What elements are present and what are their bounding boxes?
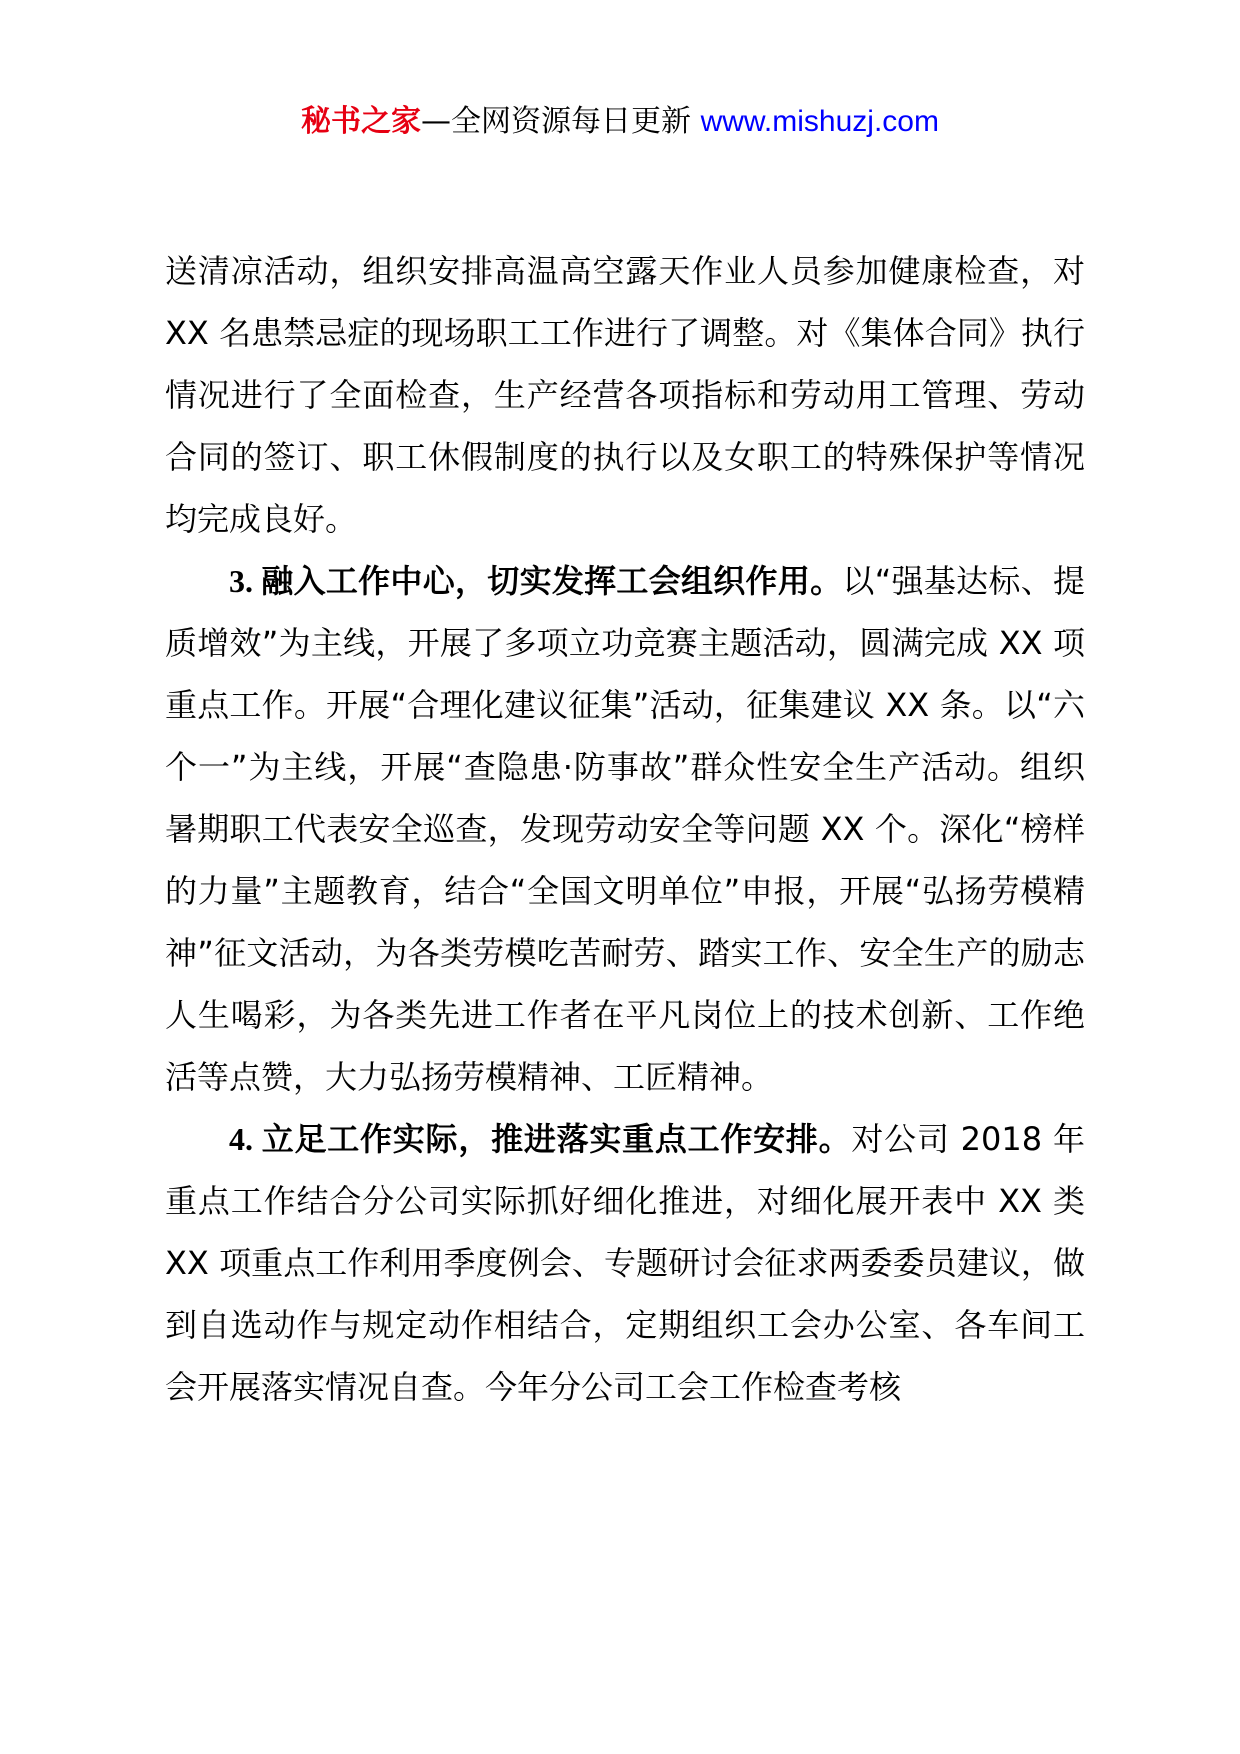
section-3-number: 3. <box>229 563 262 599</box>
site-url-link[interactable]: www.mishuzj.com <box>700 105 939 138</box>
section-3-body: 以“强基达标、提质增效”为主线，开展了多项立功竞赛主题活动，圆满完成 XX 项重点工作。开展“合理化建议征集”活动，征集建议 XX 条。以“六个一”为主线，开展“查隐患·防事故”群众性安全生产活动。组织暑期职工代表安全巡查，发现劳动安全等问题 XX 个。深化“榜样的力量”主题教育，结合“全国文明单位”申报，开展“弘扬劳模精神”征文活动，为各类劳模吃苦耐劳、踏实工作、安全生产的励志人生喝彩，为各类先进工作者在平凡岗位上的技术创新、工作绝活等点赞，大力弘扬劳模精神、工匠精神。 <box>165 562 1085 1096</box>
paragraph-section-3 <box>165 550 1085 1108</box>
section-3-heading: 融入工作中心，切实发挥工会组织作用。 <box>261 562 843 600</box>
section-4-heading: 立足工作实际，推进落实重点工作安排。 <box>261 1120 852 1158</box>
paragraph-section-4 <box>165 1108 1085 1418</box>
paragraph-continuation: 送清凉活动，组织安排高温高空露天作业人员参加健康检查，对 XX 名患禁忌症的现场职工工作进行了调整。对《集体合同》执行情况进行了全面检查，生产经营各项指标和劳动用工管理、劳动合同的签订、职工休假制度的执行以及女职工的特殊保护等情况均完成良好。 <box>165 252 1085 538</box>
site-header <box>0 100 1240 144</box>
document-body <box>165 240 1085 1418</box>
section-4-body: 对公司 2018 年重点工作结合分公司实际抓好细化推进，对细化展开表中 XX 类 XX 项重点工作利用季度例会、专题研讨会征求两委委员建议，做到自选动作与规定动作相结合，定期组织工会办公室、各车间工会开展落实情况自查。今年分公司工会工作检查考核 <box>165 1120 1085 1406</box>
site-brand: 秘书之家 <box>301 104 422 139</box>
section-4-number: 4. <box>229 1121 262 1157</box>
site-tagline: —全网资源每日更新 <box>421 104 701 139</box>
